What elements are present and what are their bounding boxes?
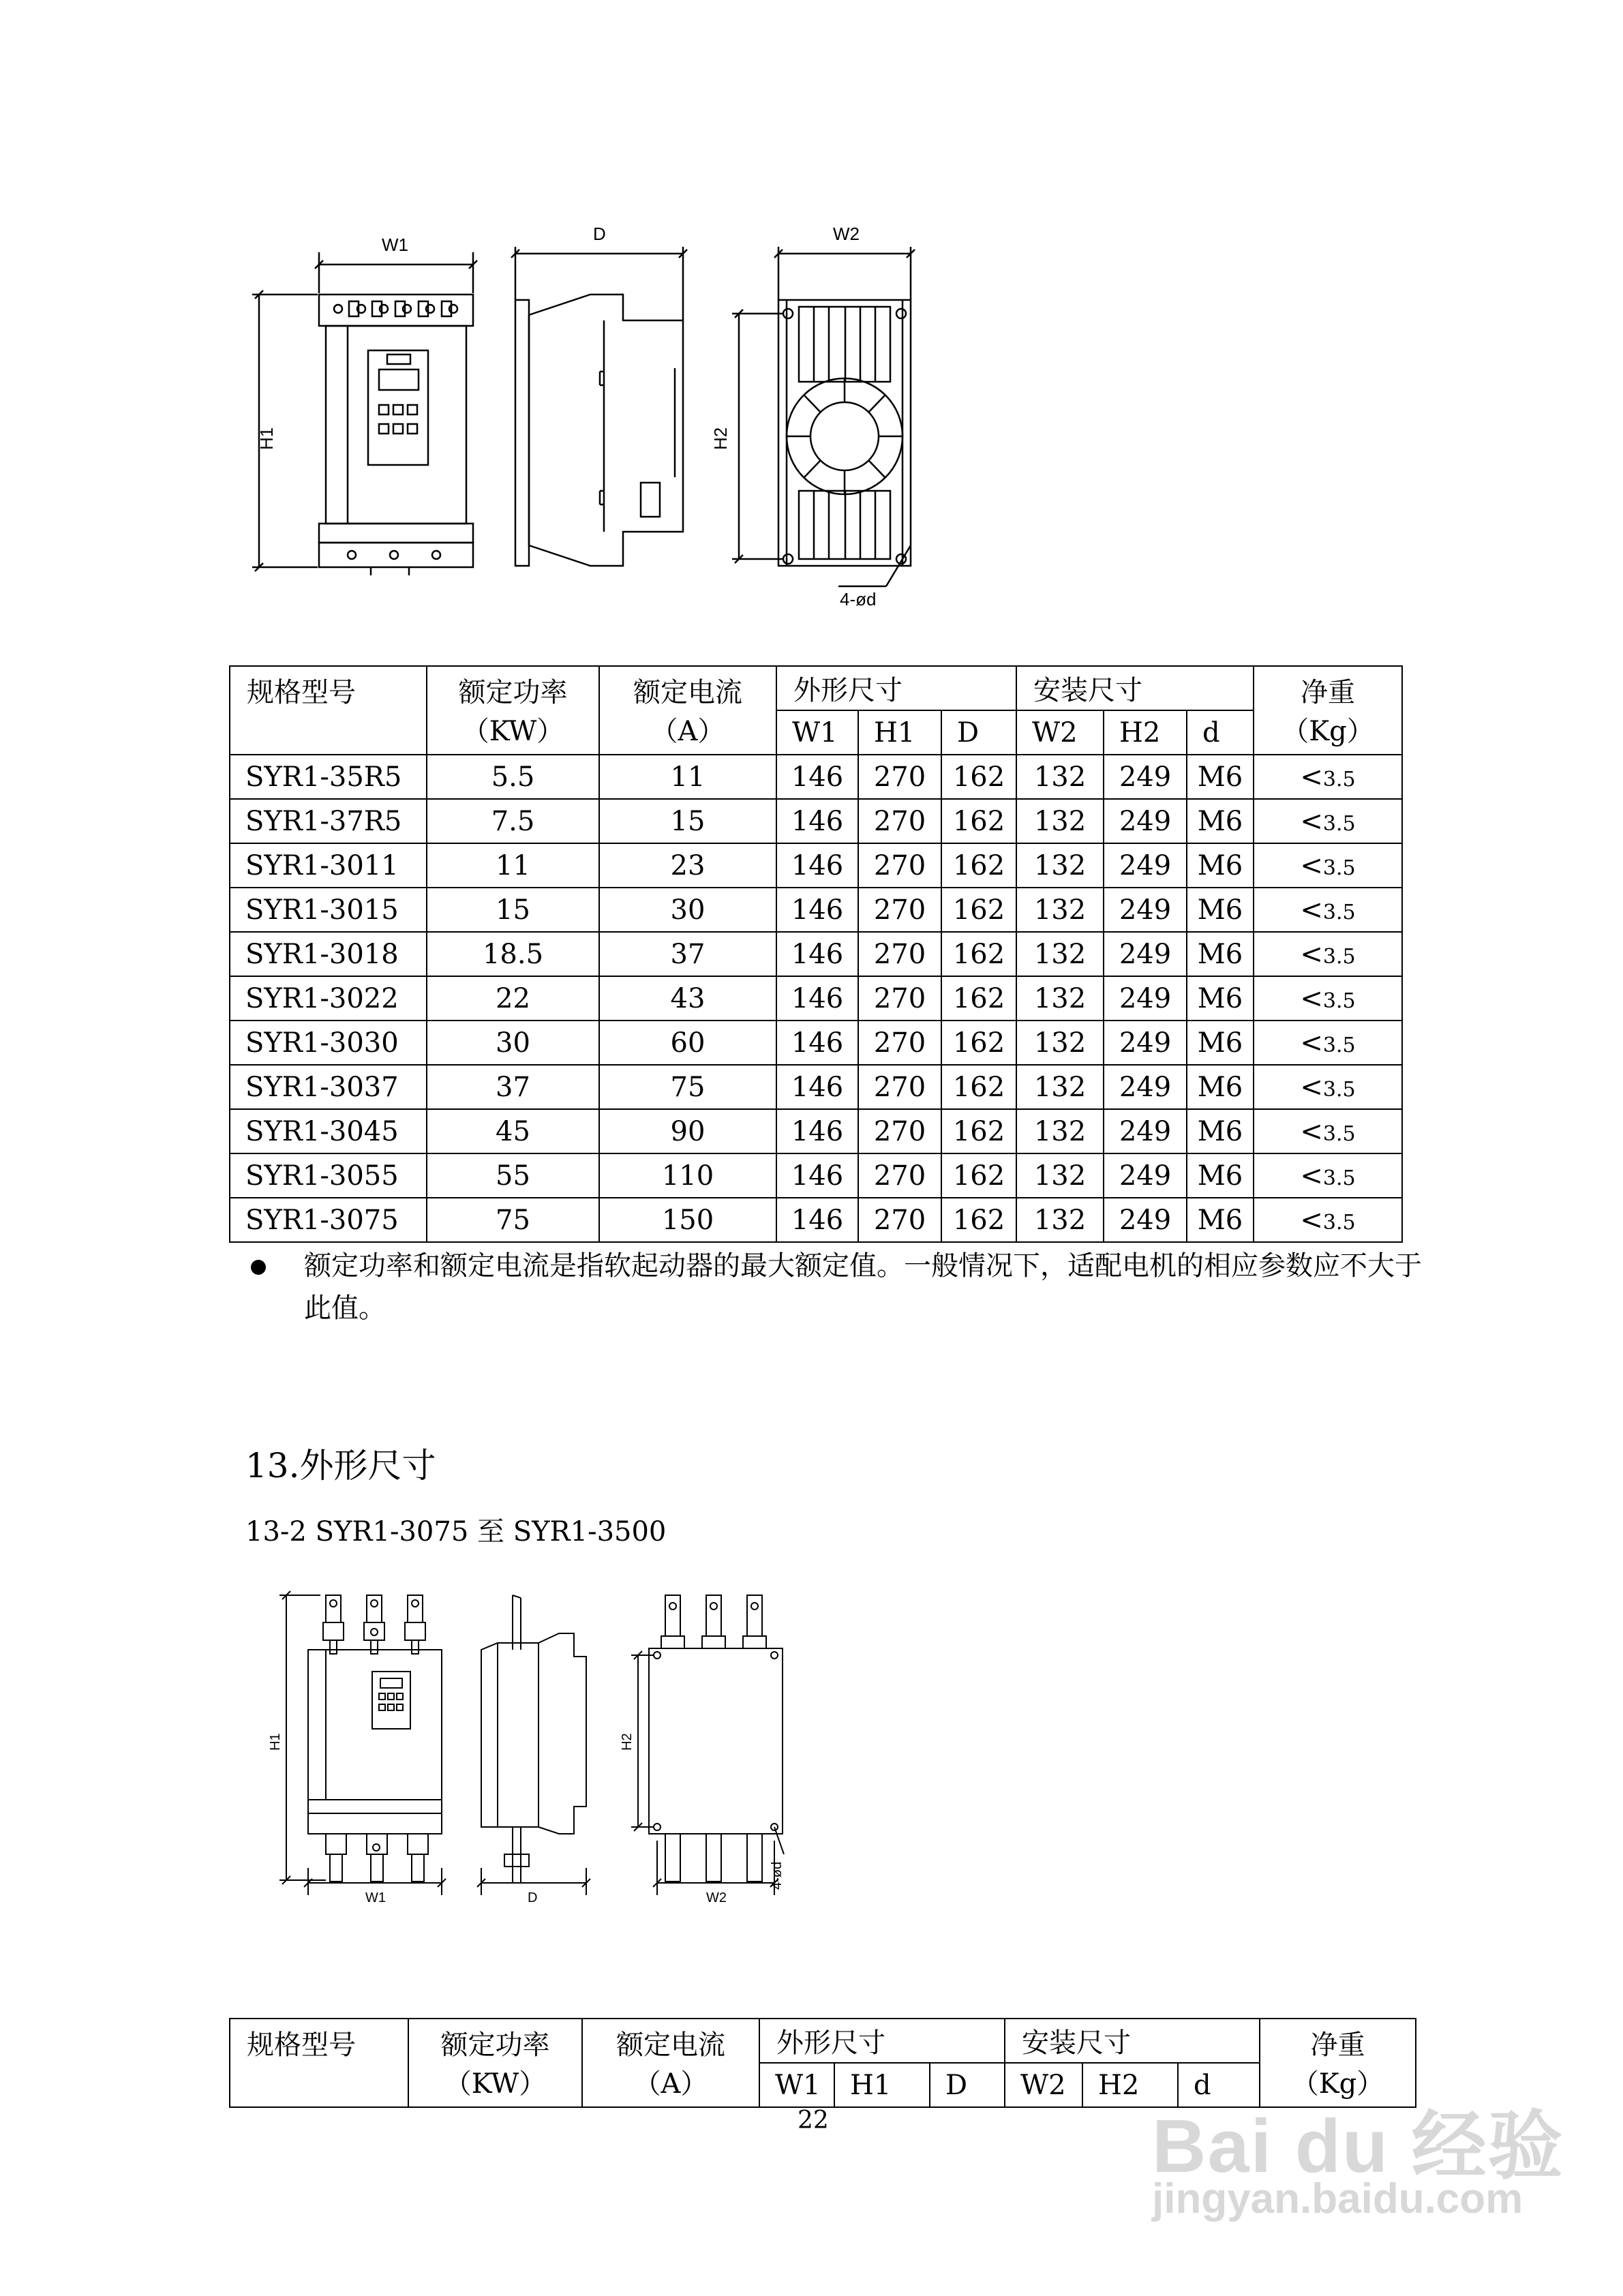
- cell-h2: 249: [1104, 888, 1187, 932]
- note-text: 额定功率和额定电流是指软起动器的最大额定值。一般情况下，适配电机的相应参数应不大于此值。: [304, 1250, 1422, 1324]
- watermark-url: jingyan.baidu.com: [1152, 2175, 1523, 2222]
- cell-h1: 270: [858, 1109, 941, 1153]
- cell-dd: M6: [1187, 1153, 1254, 1198]
- cell-model: SYR1-37R5: [230, 799, 427, 843]
- cell-w2: 132: [1016, 888, 1104, 932]
- header-w2: W2: [1016, 710, 1104, 755]
- cell-model: SYR1-3022: [230, 976, 427, 1021]
- cell-weight: <3.5: [1254, 843, 1402, 888]
- label-w1: W1: [382, 235, 408, 255]
- cell-dd: M6: [1187, 932, 1254, 976]
- cell-dd: M6: [1187, 1198, 1254, 1242]
- cell-power: 22: [427, 976, 599, 1021]
- cell-weight: <3.5: [1254, 755, 1402, 799]
- header-h1: H1: [834, 2063, 930, 2107]
- header-h2: H2: [1104, 710, 1187, 755]
- cell-w1: 146: [776, 1198, 858, 1242]
- header-dd: d: [1187, 710, 1254, 755]
- cell-h2: 249: [1104, 1065, 1187, 1109]
- cell-weight: <3.5: [1254, 932, 1402, 976]
- cell-w1: 146: [776, 1021, 858, 1065]
- cell-current: 43: [599, 976, 776, 1021]
- cell-dd: M6: [1187, 843, 1254, 888]
- header-h2: H2: [1082, 2063, 1178, 2107]
- cell-h2: 249: [1104, 843, 1187, 888]
- cell-dd: M6: [1187, 799, 1254, 843]
- label-h1: H1: [268, 1733, 283, 1751]
- label-hole: 4-ød: [840, 589, 877, 609]
- header-dd: d: [1178, 2063, 1260, 2107]
- cell-h2: 249: [1104, 1153, 1187, 1198]
- cell-power: 30: [427, 1021, 599, 1065]
- cell-w2: 132: [1016, 1153, 1104, 1198]
- cell-h2: 249: [1104, 799, 1187, 843]
- cell-model: SYR1-3011: [230, 843, 427, 888]
- cell-w1: 146: [776, 1109, 858, 1153]
- cell-power: 75: [427, 1198, 599, 1242]
- cell-d: 162: [941, 976, 1016, 1021]
- cell-w2: 132: [1016, 843, 1104, 888]
- cell-model: SYR1-3075: [230, 1198, 427, 1242]
- cell-h2: 249: [1104, 755, 1187, 799]
- header-model: 规格型号: [230, 2019, 408, 2107]
- cell-weight: <3.5: [1254, 976, 1402, 1021]
- header-d: D: [941, 710, 1016, 755]
- cell-h1: 270: [858, 976, 941, 1021]
- cell-model: SYR1-3045: [230, 1109, 427, 1153]
- cell-h1: 270: [858, 1198, 941, 1242]
- cell-w2: 132: [1016, 1109, 1104, 1153]
- cell-power: 5.5: [427, 755, 599, 799]
- cell-w1: 146: [776, 1065, 858, 1109]
- label-d: D: [528, 1890, 538, 1905]
- cell-w2: 132: [1016, 1198, 1104, 1242]
- cell-w2: 132: [1016, 1065, 1104, 1109]
- cell-current: 75: [599, 1065, 776, 1109]
- cell-d: 162: [941, 1153, 1016, 1198]
- cell-d: 162: [941, 932, 1016, 976]
- cell-w2: 132: [1016, 976, 1104, 1021]
- cell-dd: M6: [1187, 888, 1254, 932]
- cell-weight: <3.5: [1254, 888, 1402, 932]
- cell-model: SYR1-3037: [230, 1065, 427, 1109]
- cell-model: SYR1-3055: [230, 1153, 427, 1198]
- cell-current: 15: [599, 799, 776, 843]
- cell-dd: M6: [1187, 1109, 1254, 1153]
- cell-dd: M6: [1187, 1065, 1254, 1109]
- header-weight: 净重 （Kg）: [1254, 666, 1402, 755]
- cell-d: 162: [941, 843, 1016, 888]
- cell-d: 162: [941, 1109, 1016, 1153]
- header-outline: 外形尺寸: [759, 2019, 1005, 2063]
- cell-dd: M6: [1187, 976, 1254, 1021]
- cell-h1: 270: [858, 1065, 941, 1109]
- cell-d: 162: [941, 755, 1016, 799]
- cell-model: SYR1-35R5: [230, 755, 427, 799]
- label-h2: H2: [710, 427, 731, 450]
- header-power: 额定功率 （KW）: [408, 2019, 582, 2107]
- cell-power: 37: [427, 1065, 599, 1109]
- cell-d: 162: [941, 1065, 1016, 1109]
- cell-power: 7.5: [427, 799, 599, 843]
- cell-model: SYR1-3015: [230, 888, 427, 932]
- cell-h1: 270: [858, 843, 941, 888]
- cell-power: 15: [427, 888, 599, 932]
- cell-h1: 270: [858, 1021, 941, 1065]
- cell-current: 60: [599, 1021, 776, 1065]
- header-w2: W2: [1005, 2063, 1082, 2107]
- watermark-logo: Bai du 经验: [1152, 2104, 1564, 2188]
- header-outline: 外形尺寸: [776, 666, 1016, 710]
- cell-current: 37: [599, 932, 776, 976]
- cell-current: 90: [599, 1109, 776, 1153]
- cell-w1: 146: [776, 932, 858, 976]
- cell-power: 55: [427, 1153, 599, 1198]
- header-model: 规格型号: [230, 666, 427, 755]
- header-h1: H1: [858, 710, 941, 755]
- cell-h2: 249: [1104, 1109, 1187, 1153]
- cell-model: SYR1-3018: [230, 932, 427, 976]
- label-w2: W2: [833, 224, 860, 244]
- cell-model: SYR1-3030: [230, 1021, 427, 1065]
- cell-d: 162: [941, 888, 1016, 932]
- cell-current: 11: [599, 755, 776, 799]
- header-current: 额定电流 （A）: [582, 2019, 759, 2107]
- cell-w1: 146: [776, 976, 858, 1021]
- cell-h2: 249: [1104, 976, 1187, 1021]
- cell-weight: <3.5: [1254, 1021, 1402, 1065]
- header-power: 额定功率 （KW）: [427, 666, 599, 755]
- cell-weight: <3.5: [1254, 1065, 1402, 1109]
- cell-d: 162: [941, 1198, 1016, 1242]
- cell-w1: 146: [776, 755, 858, 799]
- cell-h1: 270: [858, 799, 941, 843]
- cell-current: 110: [599, 1153, 776, 1198]
- subsection-title: 13-2 SYR1-3075 至 SYR1-3500: [245, 1516, 667, 1547]
- label-d: D: [593, 224, 606, 244]
- cell-w2: 132: [1016, 932, 1104, 976]
- cell-h2: 249: [1104, 1198, 1187, 1242]
- cell-h1: 270: [858, 888, 941, 932]
- cell-h1: 270: [858, 1153, 941, 1198]
- cell-w2: 132: [1016, 755, 1104, 799]
- cell-power: 18.5: [427, 932, 599, 976]
- header-mount: 安装尺寸: [1016, 666, 1254, 710]
- cell-power: 45: [427, 1109, 599, 1153]
- cell-weight: <3.5: [1254, 1109, 1402, 1153]
- cell-weight: <3.5: [1254, 1198, 1402, 1242]
- cell-h2: 249: [1104, 932, 1187, 976]
- page-number: 22: [798, 2106, 829, 2134]
- cell-d: 162: [941, 799, 1016, 843]
- cell-h1: 270: [858, 755, 941, 799]
- cell-w1: 146: [776, 799, 858, 843]
- header-mount: 安装尺寸: [1005, 2019, 1260, 2063]
- cell-w1: 146: [776, 843, 858, 888]
- cell-d: 162: [941, 1021, 1016, 1065]
- cell-current: 30: [599, 888, 776, 932]
- cell-weight: <3.5: [1254, 1153, 1402, 1198]
- cell-h1: 270: [858, 932, 941, 976]
- cell-current: 150: [599, 1198, 776, 1242]
- cell-w2: 132: [1016, 1021, 1104, 1065]
- cell-dd: M6: [1187, 755, 1254, 799]
- label-w2: W2: [706, 1890, 727, 1905]
- section-title: 13.外形尺寸: [245, 1446, 436, 1485]
- cell-weight: <3.5: [1254, 799, 1402, 843]
- label-h2: H2: [620, 1733, 635, 1751]
- header-w1: W1: [759, 2063, 834, 2107]
- label-hole: 4-ød: [770, 1861, 785, 1890]
- header-current: 额定电流 （A）: [599, 666, 776, 755]
- label-h1: H1: [256, 427, 277, 450]
- cell-current: 23: [599, 843, 776, 888]
- cell-w1: 146: [776, 1153, 858, 1198]
- label-w1: W1: [365, 1890, 386, 1905]
- cell-w1: 146: [776, 888, 858, 932]
- cell-w2: 132: [1016, 799, 1104, 843]
- header-w1: W1: [776, 710, 858, 755]
- header-weight: 净重 （Kg）: [1260, 2019, 1416, 2107]
- header-d: D: [930, 2063, 1005, 2107]
- cell-h2: 249: [1104, 1021, 1187, 1065]
- cell-power: 11: [427, 843, 599, 888]
- cell-dd: M6: [1187, 1021, 1254, 1065]
